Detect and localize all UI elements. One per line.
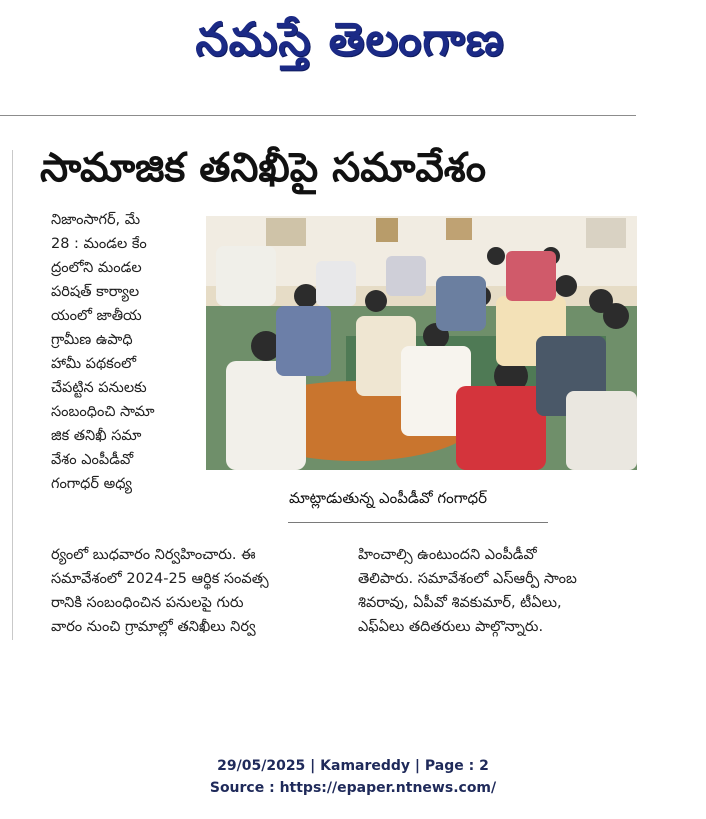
body-line: సంబంధించి సామా [51, 404, 155, 420]
body-line: చేపట్టిన పనులకు [51, 380, 147, 396]
article-body-column-1 [51, 208, 191, 496]
body-line: వారం నుంచి గ్రామాల్లో తనిఖీలు నిర్వ [51, 619, 256, 635]
body-line: ద్రంలోని మండల [51, 260, 142, 276]
body-line: 28 : మండల కేం [51, 236, 147, 252]
article-headline: సామాజిక తనిఖీపై సమావేశం [40, 145, 487, 191]
body-line: తెలిపారు. సమావేశంలో ఎస్ఆర్పీ సాంబ [358, 571, 577, 587]
column-rule [12, 150, 13, 640]
masthead-logo: నమస్తే తెలంగాణ [195, 12, 505, 66]
body-line: శివరావు, ఏపీవో శివకుమార్, టీఏలు, [358, 595, 562, 611]
article-body-column-3 [358, 543, 638, 639]
masthead-divider [0, 115, 636, 116]
body-line: హామీ పథకంలో [51, 356, 137, 372]
body-line: పరిషత్ కార్యాల [51, 284, 140, 300]
caption-divider [288, 522, 548, 523]
photo-caption: మాట్లాడుతున్న ఎంపీడీవో గంగాధర్ [289, 489, 488, 507]
edition-info: 29/05/2025 | Kamareddy | Page : 2 [217, 758, 489, 774]
body-line: వేశం ఎంపీడీవో [51, 452, 134, 468]
article-body-column-2 [51, 543, 336, 639]
body-line: యంలో జాతీయ [51, 308, 142, 324]
body-line: గంగాధర్ అధ్య [51, 476, 132, 492]
body-line: రానికి సంబంధించిన పనులపై గురు [51, 595, 244, 611]
source-link[interactable]: Source : https://epaper.ntnews.com/ [209, 780, 497, 796]
body-line: గ్రామీణ ఉపాధి [51, 332, 133, 348]
body-line: జిక తనిఖీ సమా [51, 428, 142, 444]
body-line: సమావేశంలో 2024-25 ఆర్థిక సంవత్స [51, 571, 269, 587]
article-photo [206, 216, 637, 470]
body-line: ఎఫ్ఏలు తదితరులు పాల్గొన్నారు. [358, 619, 544, 635]
body-line: నిజాంసాగర్, మే [51, 212, 141, 228]
body-line: హించాల్సి ఉంటుందని ఎంపీడీవో [358, 547, 537, 563]
body-line: ర్యంలో బుధవారం నిర్వహించారు. ఈ [51, 547, 256, 563]
